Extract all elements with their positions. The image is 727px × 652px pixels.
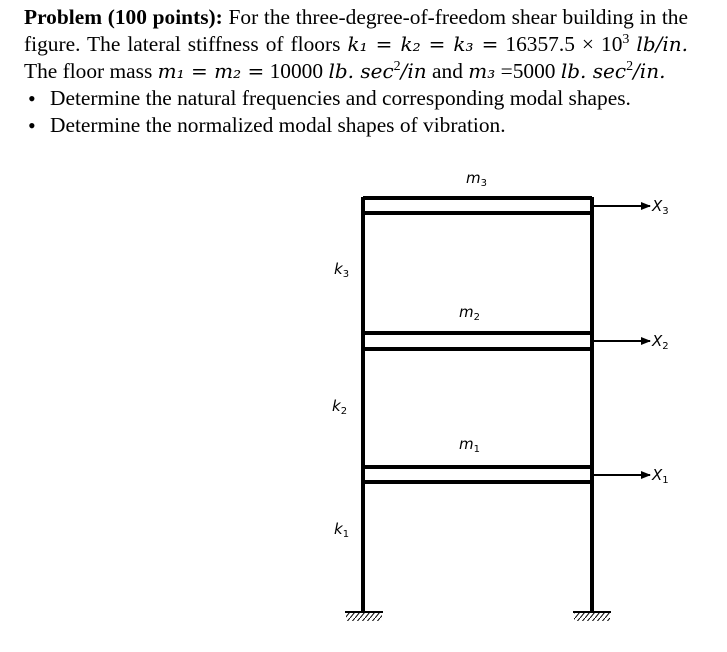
mass-label-m1: $m_1$ [459, 435, 480, 455]
and-word: and [432, 59, 463, 83]
stiffness-label-k3: $k_3$ [334, 260, 350, 280]
stiffness-unit: lb/in. [636, 32, 688, 56]
m3-symbol: m₃ [468, 59, 496, 83]
m3-unit-tail: /in. [633, 59, 666, 83]
stiffness-label-k2: $k_2$ [332, 397, 348, 417]
stiffness-equation: k₁ = k₂ = k₃ = [347, 32, 499, 56]
right-fixed-support [573, 612, 611, 621]
displacement-label-x3: $X_3$ [652, 197, 669, 217]
floor-slab-3 [363, 198, 592, 213]
displacement-label-x1: $X_1$ [652, 466, 669, 486]
mass-unit-tail: /in [400, 59, 427, 83]
m3-unit: lb. sec [560, 59, 627, 83]
problem-heading: Problem (100 points): [24, 5, 223, 29]
displacement-label-x2: $X_2$ [652, 332, 669, 352]
task-item: • Determine the natural frequencies and corresponding modal shapes. [24, 85, 688, 112]
floor-slab-1 [363, 467, 592, 482]
stiffness-value: 16357.5 × 10 [505, 32, 623, 56]
mass-label-m2: $m_2$ [459, 303, 480, 323]
mass-value: 10000 [269, 59, 324, 83]
mass-label-m3: $m_3$ [466, 169, 487, 189]
stiffness-exponent: 3 [622, 31, 630, 47]
m3-unit-exponent: 2 [626, 58, 634, 74]
mass-equation: m₁ = m₂ = [157, 59, 265, 83]
problem-intro: For the three-degree-of-freedom shear building in the figure. The lateral stiffness of floors [24, 5, 688, 56]
left-fixed-support [345, 612, 383, 621]
mass-unit-exponent: 2 [393, 58, 401, 74]
mass-lead: The floor mass [24, 59, 153, 83]
columns [363, 197, 592, 611]
m3-value: =5000 [500, 59, 556, 83]
stiffness-label-k1: $k_1$ [334, 520, 350, 540]
mass-unit: lb. sec [328, 59, 394, 83]
task-item: • Determine the normalized modal shapes of vibration. [24, 112, 688, 139]
floor-slab-2 [363, 333, 592, 349]
